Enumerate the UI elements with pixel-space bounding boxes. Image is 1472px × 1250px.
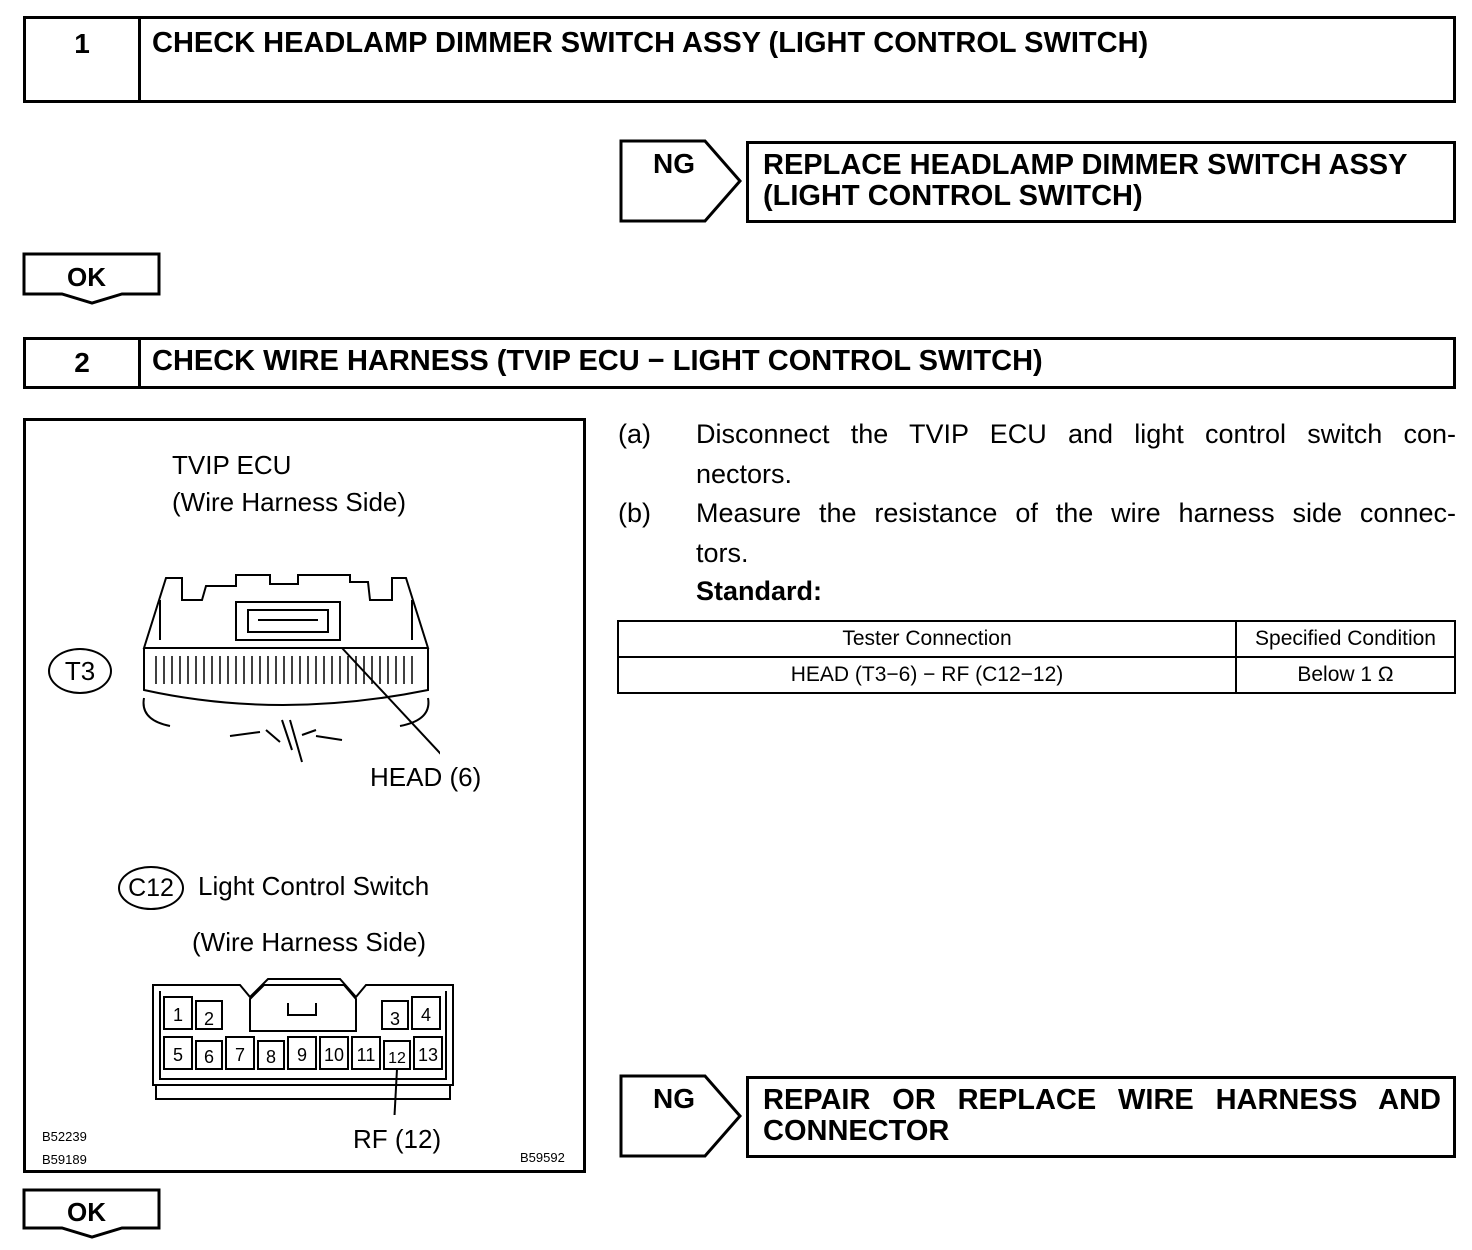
step-2-box (23, 337, 1456, 389)
pin-3: 3 (389, 1009, 401, 1029)
table-cell: HEAD (T3−6) − RF (C12−12) (618, 657, 1236, 693)
t3-label: T3 (64, 656, 96, 686)
result-1-box (746, 141, 1456, 223)
c12-label: C12 (128, 874, 174, 902)
step-b-line1: Measure the resistance of the wire harness side connec- (696, 498, 1456, 528)
pin-8: 8 (265, 1047, 277, 1067)
ecu-subtitle: (Wire Harness Side) (172, 487, 407, 517)
step-1-number: 1 (26, 19, 141, 100)
switch-connector-drawing (150, 975, 458, 1115)
step-1-box (23, 16, 1456, 103)
pin-10: 10 (323, 1045, 345, 1065)
step-a-line2: nectors. (696, 459, 793, 489)
result-2-line2: CONNECTOR (763, 1115, 950, 1147)
ok-label-2: OK (67, 1197, 106, 1227)
table-header-cell: Specified Condition (1236, 621, 1455, 657)
result-2-box (746, 1076, 1456, 1158)
pin-13: 13 (417, 1045, 439, 1065)
step-a-text (696, 414, 1456, 494)
pin-1: 1 (172, 1005, 184, 1025)
rf-pin-label: RF (12) (353, 1124, 442, 1154)
step-2-title: CHECK WIRE HARNESS (TVIP ECU − LIGHT CONTROL SWITCH) (152, 345, 1043, 377)
figure-code-2: B59189 (42, 1152, 87, 1167)
ng-label-2: NG (653, 1083, 695, 1114)
step-a-line1: Disconnect the TVIP ECU and light control switch con- (696, 419, 1456, 449)
result-1-line2: (LIGHT CONTROL SWITCH) (763, 180, 1143, 212)
step-1-title: CHECK HEADLAMP DIMMER SWITCH ASSY (LIGHT CONTROL SWITCH) (152, 27, 1149, 59)
table-row (618, 657, 1455, 693)
step-a-label: (a) (618, 419, 651, 449)
switch-title: Light Control Switch (198, 871, 430, 901)
figure-code-3: B59592 (520, 1150, 565, 1165)
ng-label-1: NG (653, 148, 695, 179)
pin-12: 12 (388, 1050, 406, 1067)
standard-heading: Standard: (696, 576, 823, 606)
step-2-number: 2 (26, 340, 141, 386)
result-2-line1: REPAIR OR REPLACE WIRE HARNESS AND (763, 1084, 1441, 1116)
pin-6: 6 (203, 1047, 215, 1067)
c12-badge (118, 866, 184, 910)
ecu-title: TVIP ECU (172, 450, 292, 480)
table-header-row (618, 621, 1455, 657)
pin-2: 2 (203, 1009, 215, 1029)
switch-subtitle: (Wire Harness Side) (192, 927, 427, 957)
step-b-line2: tors. (696, 538, 749, 568)
step-b-label: (b) (618, 498, 651, 528)
pin-7: 7 (234, 1045, 246, 1065)
table-cell: Below 1 Ω (1236, 657, 1455, 693)
pin-4: 4 (420, 1005, 432, 1025)
ok-label-1: OK (67, 262, 106, 292)
pin-9: 9 (296, 1045, 308, 1065)
ecu-connector-drawing (130, 570, 440, 770)
head-pin-label: HEAD (6) (370, 762, 482, 792)
standard-table (617, 620, 1456, 694)
pin-11: 11 (356, 1045, 376, 1065)
pin-5: 5 (172, 1045, 184, 1065)
step-b-text (696, 493, 1456, 573)
t3-badge (48, 648, 112, 694)
figure-code-1: B52239 (42, 1129, 87, 1144)
result-1-line1: REPLACE HEADLAMP DIMMER SWITCH ASSY (763, 149, 1408, 181)
table-header-cell: Tester Connection (618, 621, 1236, 657)
